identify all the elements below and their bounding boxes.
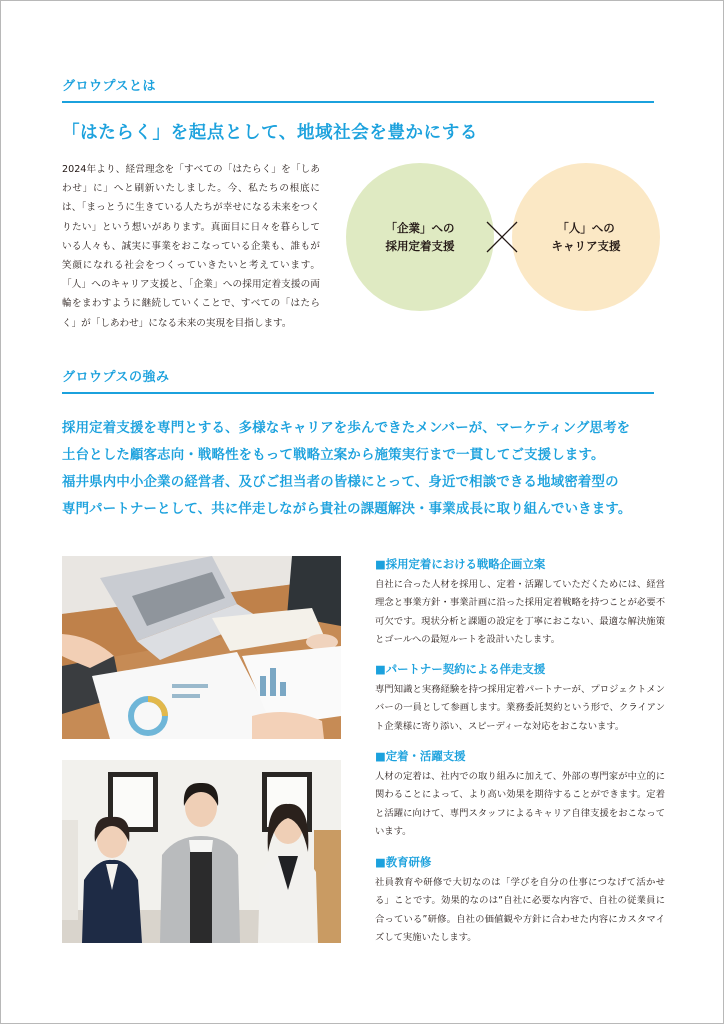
cross-icon	[485, 220, 519, 254]
strengths-lead-line: 採用定着支援を専門とする、多様なキャリアを歩んできたメンバーが、マーケティング思考を	[62, 421, 631, 436]
about-section-header	[62, 77, 654, 103]
career-support-line1: 「人」への	[557, 221, 615, 235]
service-title: ■採用定着における戦略企画立案	[375, 557, 546, 571]
strengths-lead-line: 福井県内中小企業の経営者、及びご担当者の皆様にとって、身近で相談できる地域密着型の	[62, 475, 619, 490]
corporate-support-line2: 採用定着支援	[385, 239, 455, 253]
service-body: 社員教育や研修で大切なのは「学びを自分の仕事につなげて活かせる」ことです。効果的なのは“自社に必要な内容で、自社の従業員に合っている”研修。自社の価値観や方針に合わせた内容にカスタマイズして実施いたします。	[375, 877, 665, 944]
service-title: ■教育研修	[375, 855, 432, 869]
service-partner-support	[375, 661, 665, 736]
meeting-desk-photo	[62, 556, 341, 739]
strengths-lead	[62, 415, 672, 523]
about-heading: グロウプスとは	[62, 79, 156, 94]
service-body: 専門知識と実務経験を持つ採用定着パートナーが、プロジェクトメンバーの一員として参画します。業務委託契約という形で、クライアント企業様に寄り添い、スピーディーな対応をおこないます。	[375, 684, 665, 732]
about-tagline: 「はたらく」を起点として、地域社会を豊かにする	[62, 123, 478, 143]
service-training	[375, 854, 665, 948]
corporate-support-circle	[346, 163, 494, 311]
strengths-lead-line: 専門パートナーとして、共に伴走しながら貴社の課題解決・事業成長に取り組んでいきます。	[62, 502, 632, 517]
corporate-support-line1: 「企業」への	[385, 221, 455, 235]
strengths-heading: グロウプスの強み	[62, 370, 170, 385]
about-body-text: 2024年より、経営理念を「すべての「はたらく」を「しあわせ」に」へと刷新いたしました。今、私たちの根底には、「まっとうに生きている人たちが幸せになる未来をつくりたい」という想いがあります。真面目に日々を暮らしている人々も、誠実に事業をおこなっている企業も、誰もが笑顔になれる社会をつくっていきたいと考えています。「人」へのキャリア支援と、「企業」への採用定着支援の両輪をまわすように継続していくことで、すべての「はたらく」が「しあわせ」になる未来の実現を目指します。	[62, 164, 320, 329]
team-photo	[62, 760, 341, 943]
service-strategy-planning	[375, 556, 665, 650]
career-support-circle	[512, 163, 660, 311]
service-retention-support	[375, 748, 665, 842]
strengths-section-header	[62, 368, 654, 394]
service-title: ■定着・活躍支援	[375, 749, 466, 763]
service-body: 人材の定着は、社内での取り組みに加えて、外部の専門家が中立的に関わることによって、より高い効果を期待することができます。定着と活躍に向けて、専門スタッフによるキャリア自律支援をおこなっています。	[375, 771, 665, 838]
career-support-line2: キャリア支援	[551, 239, 621, 253]
service-body: 自社に合った人材を採用し、定着・活躍していただくためには、経営理念と事業方針・事業計画に沿った採用定着戦略を持つことが必要不可欠です。現状分析と課題の設定を丁寧におこない、最適な解決施策とゴールへの最短ルートを設計いたします。	[375, 579, 665, 646]
strengths-lead-line: 土台とした顧客志向・戦略性をもって戦略立案から施策実行まで一貫してご支援します。	[62, 448, 605, 463]
service-title: ■パートナー契約による伴走支援	[375, 662, 546, 676]
